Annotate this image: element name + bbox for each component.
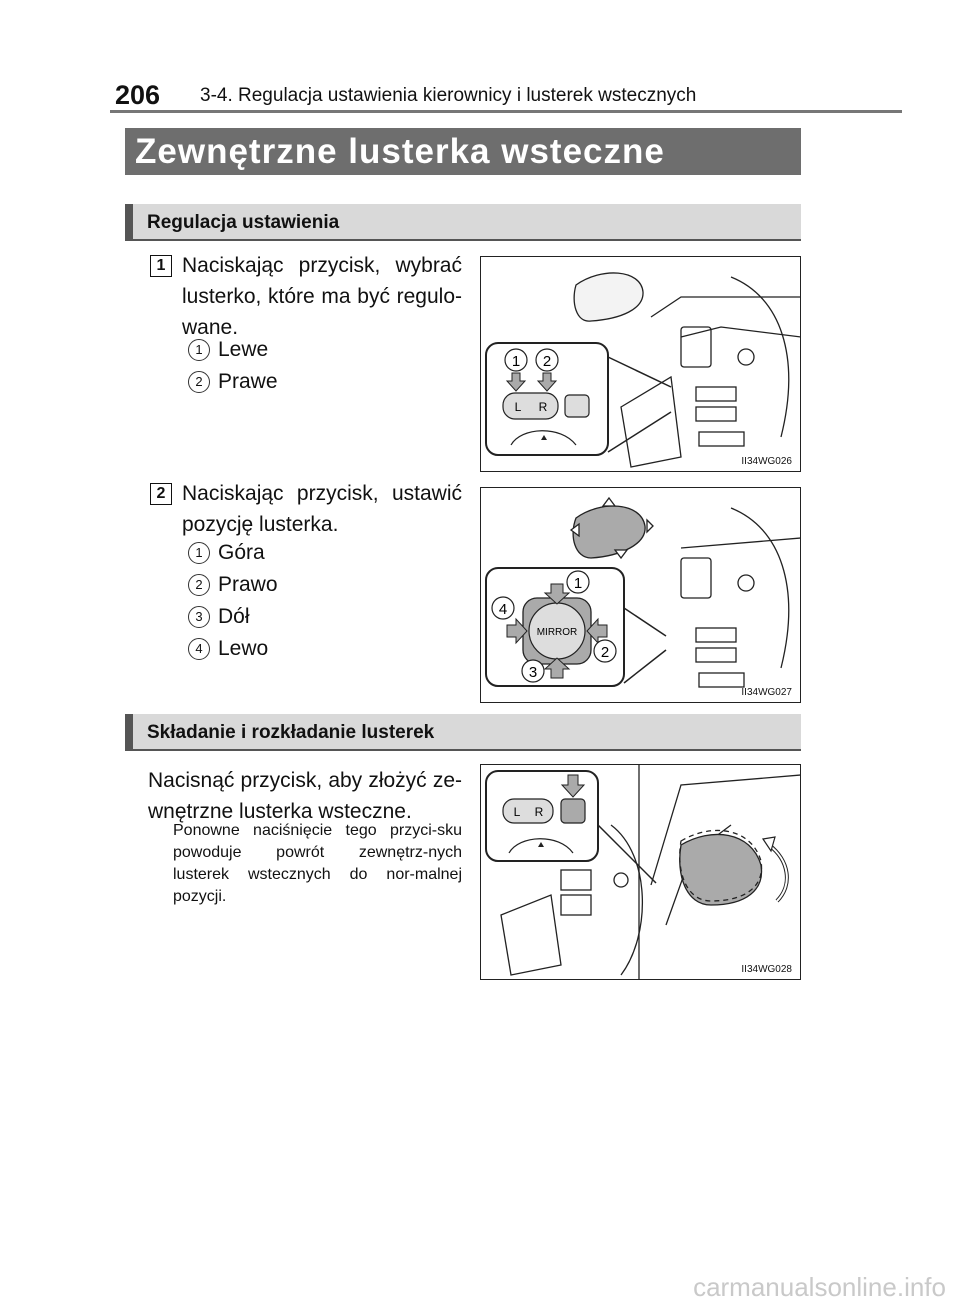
- folding-text: Nacisnąć przycisk, aby złożyć ze-wnętrzne lusterka wsteczne.: [148, 769, 462, 823]
- callout-number: 1: [188, 339, 210, 361]
- callout-number: 3: [188, 606, 210, 628]
- callout-number: 2: [188, 371, 210, 393]
- switch-l-label: L: [513, 805, 521, 819]
- header-divider: [110, 110, 902, 113]
- item-label: Lewo: [218, 637, 269, 660]
- switch-r-label: R: [534, 805, 544, 819]
- chapter-title: 3-4. Regulacja ustawienia kierownicy i lusterek wstecznych: [200, 85, 697, 106]
- page-number: 206: [115, 80, 161, 110]
- step-2-item-4: [188, 637, 268, 661]
- callout-2: 2: [542, 353, 552, 370]
- subheading-adjust: Regulacja ustawienia: [125, 204, 801, 241]
- callout-1: 1: [511, 353, 521, 370]
- callout-3: 3: [528, 664, 538, 681]
- figure-mirror-adjust: [480, 487, 801, 703]
- figure-mirror-select: [480, 256, 801, 472]
- step-badge-1: 1: [150, 255, 172, 277]
- watermark: carmanualsonline.info: [693, 1272, 946, 1302]
- subheading-underline: [125, 749, 801, 751]
- item-label: Prawo: [218, 573, 278, 596]
- step-2-item-3: [188, 605, 250, 629]
- step-1-item-1: [188, 338, 268, 362]
- item-label: Prawe: [218, 370, 278, 393]
- step-2-text: Naciskając przycisk, ustawić pozycję lusterka.: [182, 482, 462, 536]
- switch-l-label: L: [514, 400, 522, 414]
- subheading-folding: Składanie i rozkładanie lusterek: [125, 714, 801, 751]
- figure-code: II34WG027: [741, 687, 792, 698]
- figure-mirror-fold: [480, 764, 801, 980]
- callout-2: 2: [600, 644, 610, 661]
- mirror-switch-label: MIRROR: [536, 627, 578, 638]
- step-badge-2: 2: [150, 483, 172, 505]
- step-2-item-2: [188, 573, 278, 597]
- item-label: Góra: [218, 541, 265, 564]
- item-label: Lewe: [218, 338, 269, 361]
- item-label: Dół: [218, 605, 250, 628]
- page-header: [0, 0, 960, 118]
- folding-note: Ponowne naciśnięcie tego przyci-sku powoduje powrót zewnętrz-nych lusterek wstecznych do nor-malnej pozycji.: [173, 822, 462, 905]
- section-title: Zewnętrzne lusterka wsteczne: [125, 128, 801, 175]
- mirror-select-illustration: [481, 257, 801, 472]
- callout-4: 4: [498, 601, 508, 618]
- figure-code: II34WG028: [741, 964, 792, 975]
- callout-number: 4: [188, 638, 210, 660]
- subheading-underline: [125, 239, 801, 241]
- mirror-adjust-illustration: [481, 488, 801, 703]
- callout-number: 1: [188, 542, 210, 564]
- mirror-fold-illustration: [481, 765, 801, 980]
- callout-number: 2: [188, 574, 210, 596]
- callout-1: 1: [573, 575, 583, 592]
- step-1-item-2: [188, 370, 278, 394]
- switch-r-label: R: [538, 400, 548, 414]
- step-2-item-1: [188, 541, 265, 565]
- step-1-text: Naciskając przycisk, wybrać lusterko, które ma być regulo-wane.: [182, 254, 462, 339]
- figure-code: II34WG026: [741, 456, 792, 467]
